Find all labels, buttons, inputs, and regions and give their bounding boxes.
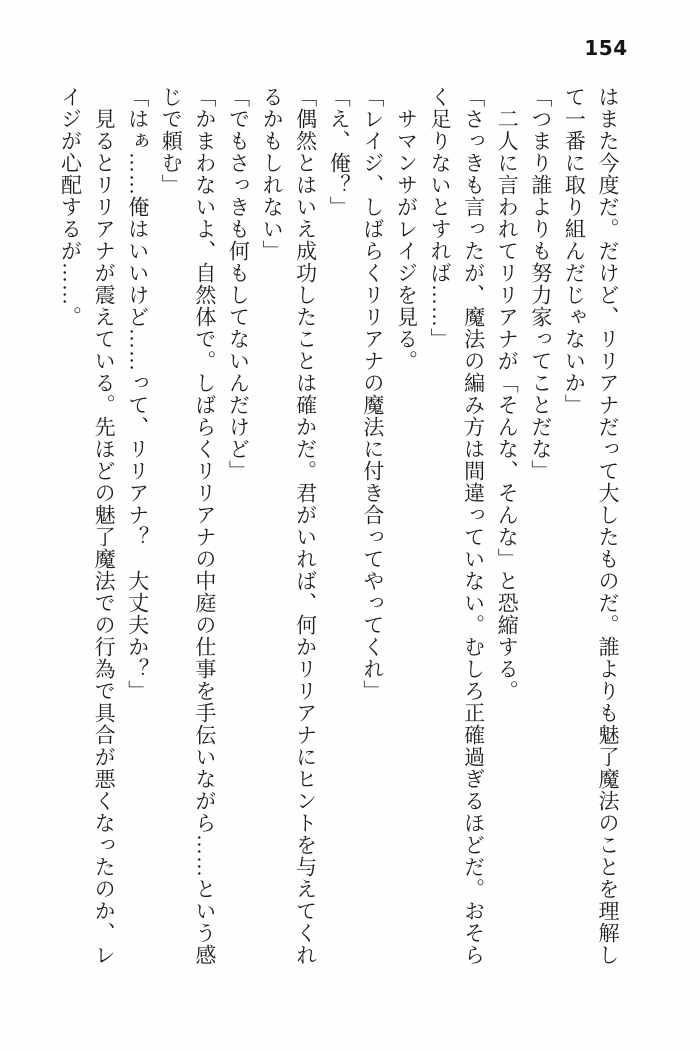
text-block [53, 86, 624, 974]
text-line: 「でもさっきも何もしてないんだけど」 [226, 86, 251, 482]
text-line: 「偶然とはいえ成功したことは確かだ。君がいれば、何かリリアナにヒントを与えてくれ [293, 86, 318, 966]
text-line: 「レイジ、しばらくリリアナの魔法に付き合ってやってくれ」 [360, 86, 385, 702]
text-line: るかもしれない」 [260, 86, 285, 262]
text-line: て一番に取り組んだじゃないか」 [562, 86, 587, 416]
text-line: く足りないとすれば……」 [428, 86, 453, 350]
text-line: 「つまり誰よりも努力家ってことだな」 [528, 86, 553, 482]
page-number: 154 [584, 36, 628, 60]
text-line: じで頼む」 [159, 86, 184, 196]
text-line: 見るとリリアナが震えている。先ほどの魅了魔法での行為で具合が悪くなったのか、レ [92, 86, 117, 966]
text-line: 「かまわないよ、自然体で。しばらくリリアナの中庭の仕事を手伝いながら……という感 [192, 86, 217, 966]
text-line: 二人に言われてリリアナが「そんな、そんな」と恐縮する。 [495, 86, 520, 702]
text-line: 「さっきも言ったが、魔法の編み方は間違っていない。むしろ正確過ぎるほどだ。おそら [461, 86, 486, 966]
text-line: 「はぁ……俺はいいけど……って、リリアナ？ 大丈夫か？」 [125, 86, 150, 702]
text-line: はまた今度だ。だけど、リリアナだって大したものだ。誰よりも魅了魔法のことを理解し [596, 86, 620, 966]
text-line: イジが心配するが……。 [58, 86, 83, 328]
text-line: 「え、俺？」 [327, 86, 352, 218]
text-line: サマンサがレイジを見る。 [394, 86, 419, 372]
